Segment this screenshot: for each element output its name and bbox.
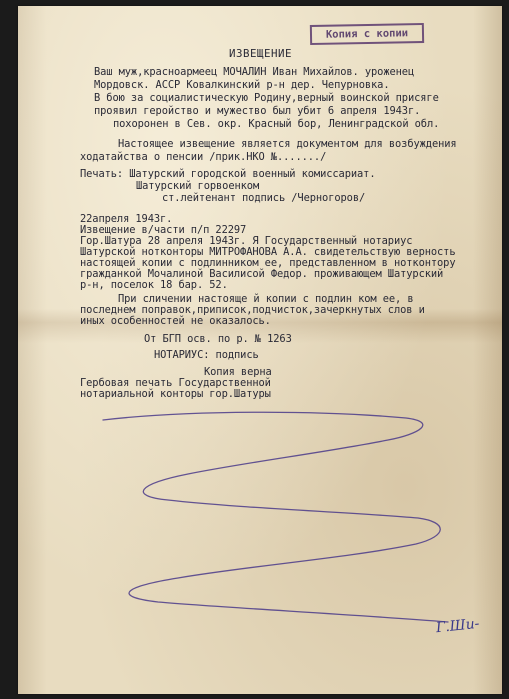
text-line: р-н, поселок 18 бар. 52.	[80, 279, 228, 291]
text-line: Шатурской нотконторы МИТРОФАНОВА А.А. свидетельствую верность	[80, 246, 456, 258]
text-line: Мордовск. АССР Ковалкинский р-н дер. Чепурновка.	[94, 79, 390, 91]
text-line: ходатайства о пенсии /прик.НКО №......./	[80, 151, 327, 163]
text-line: последнем поправок,приписок,подчисток,зачеркнутых слов и	[80, 304, 425, 316]
date-line: 22апреля 1943г.	[80, 213, 173, 225]
text-line: настоящей копии с подлинником ее, представленном в нотконтору	[80, 257, 456, 269]
copy-stamp: Копия с копии	[310, 23, 424, 45]
text-line: Печать: Шатурский городской военный комиссариат.	[80, 168, 376, 180]
text-line: гражданкой Мочалиной Василисой Федор. проживающем Шатурский	[80, 268, 444, 280]
document-sheet	[18, 6, 502, 694]
text-line: При сличении настояще й копии с подлин ком ее, в	[118, 293, 414, 305]
text-line: нотариальной конторы гор.Шатуры	[80, 388, 271, 400]
text-line: проявил геройство и мужество был убит 6 апреля 1943г.	[94, 105, 421, 117]
text-line: ст.лейтенант подпись /Черногоров/	[162, 192, 366, 204]
text-line: Гор.Шатура 28 апреля 1943г. Я Государственный нотариус	[80, 235, 413, 247]
text-line: иных особенностей не оказалось.	[80, 315, 271, 327]
text-line: От БГП осв. по р. № 1263	[144, 333, 292, 345]
text-line: похоронен в Сев. окр. Красный бор, Ленинградской обл.	[113, 118, 440, 130]
text-line: Ваш муж,красноармеец МОЧАЛИН Иван Михайлов. уроженец	[94, 66, 415, 78]
document-title: ИЗВЕЩЕНИЕ	[229, 47, 293, 60]
text-line: Извещение в/части п/п 22297	[80, 224, 247, 236]
text-line: Гербовая печать Государственной	[80, 377, 271, 389]
text-line: В бою за социалистическую Родину,верный воинской присяге	[94, 92, 439, 104]
text-line: Шатурский горвоенком	[136, 180, 260, 192]
pen-scribble-mark	[18, 6, 502, 694]
text-line: Настоящее извещение является документом для возбуждения	[118, 138, 457, 150]
text-line: Копия верна	[204, 366, 272, 378]
notary-line: НОТАРИУС: подпись	[154, 349, 259, 361]
handwritten-initials: Г.Ши-	[435, 615, 481, 637]
